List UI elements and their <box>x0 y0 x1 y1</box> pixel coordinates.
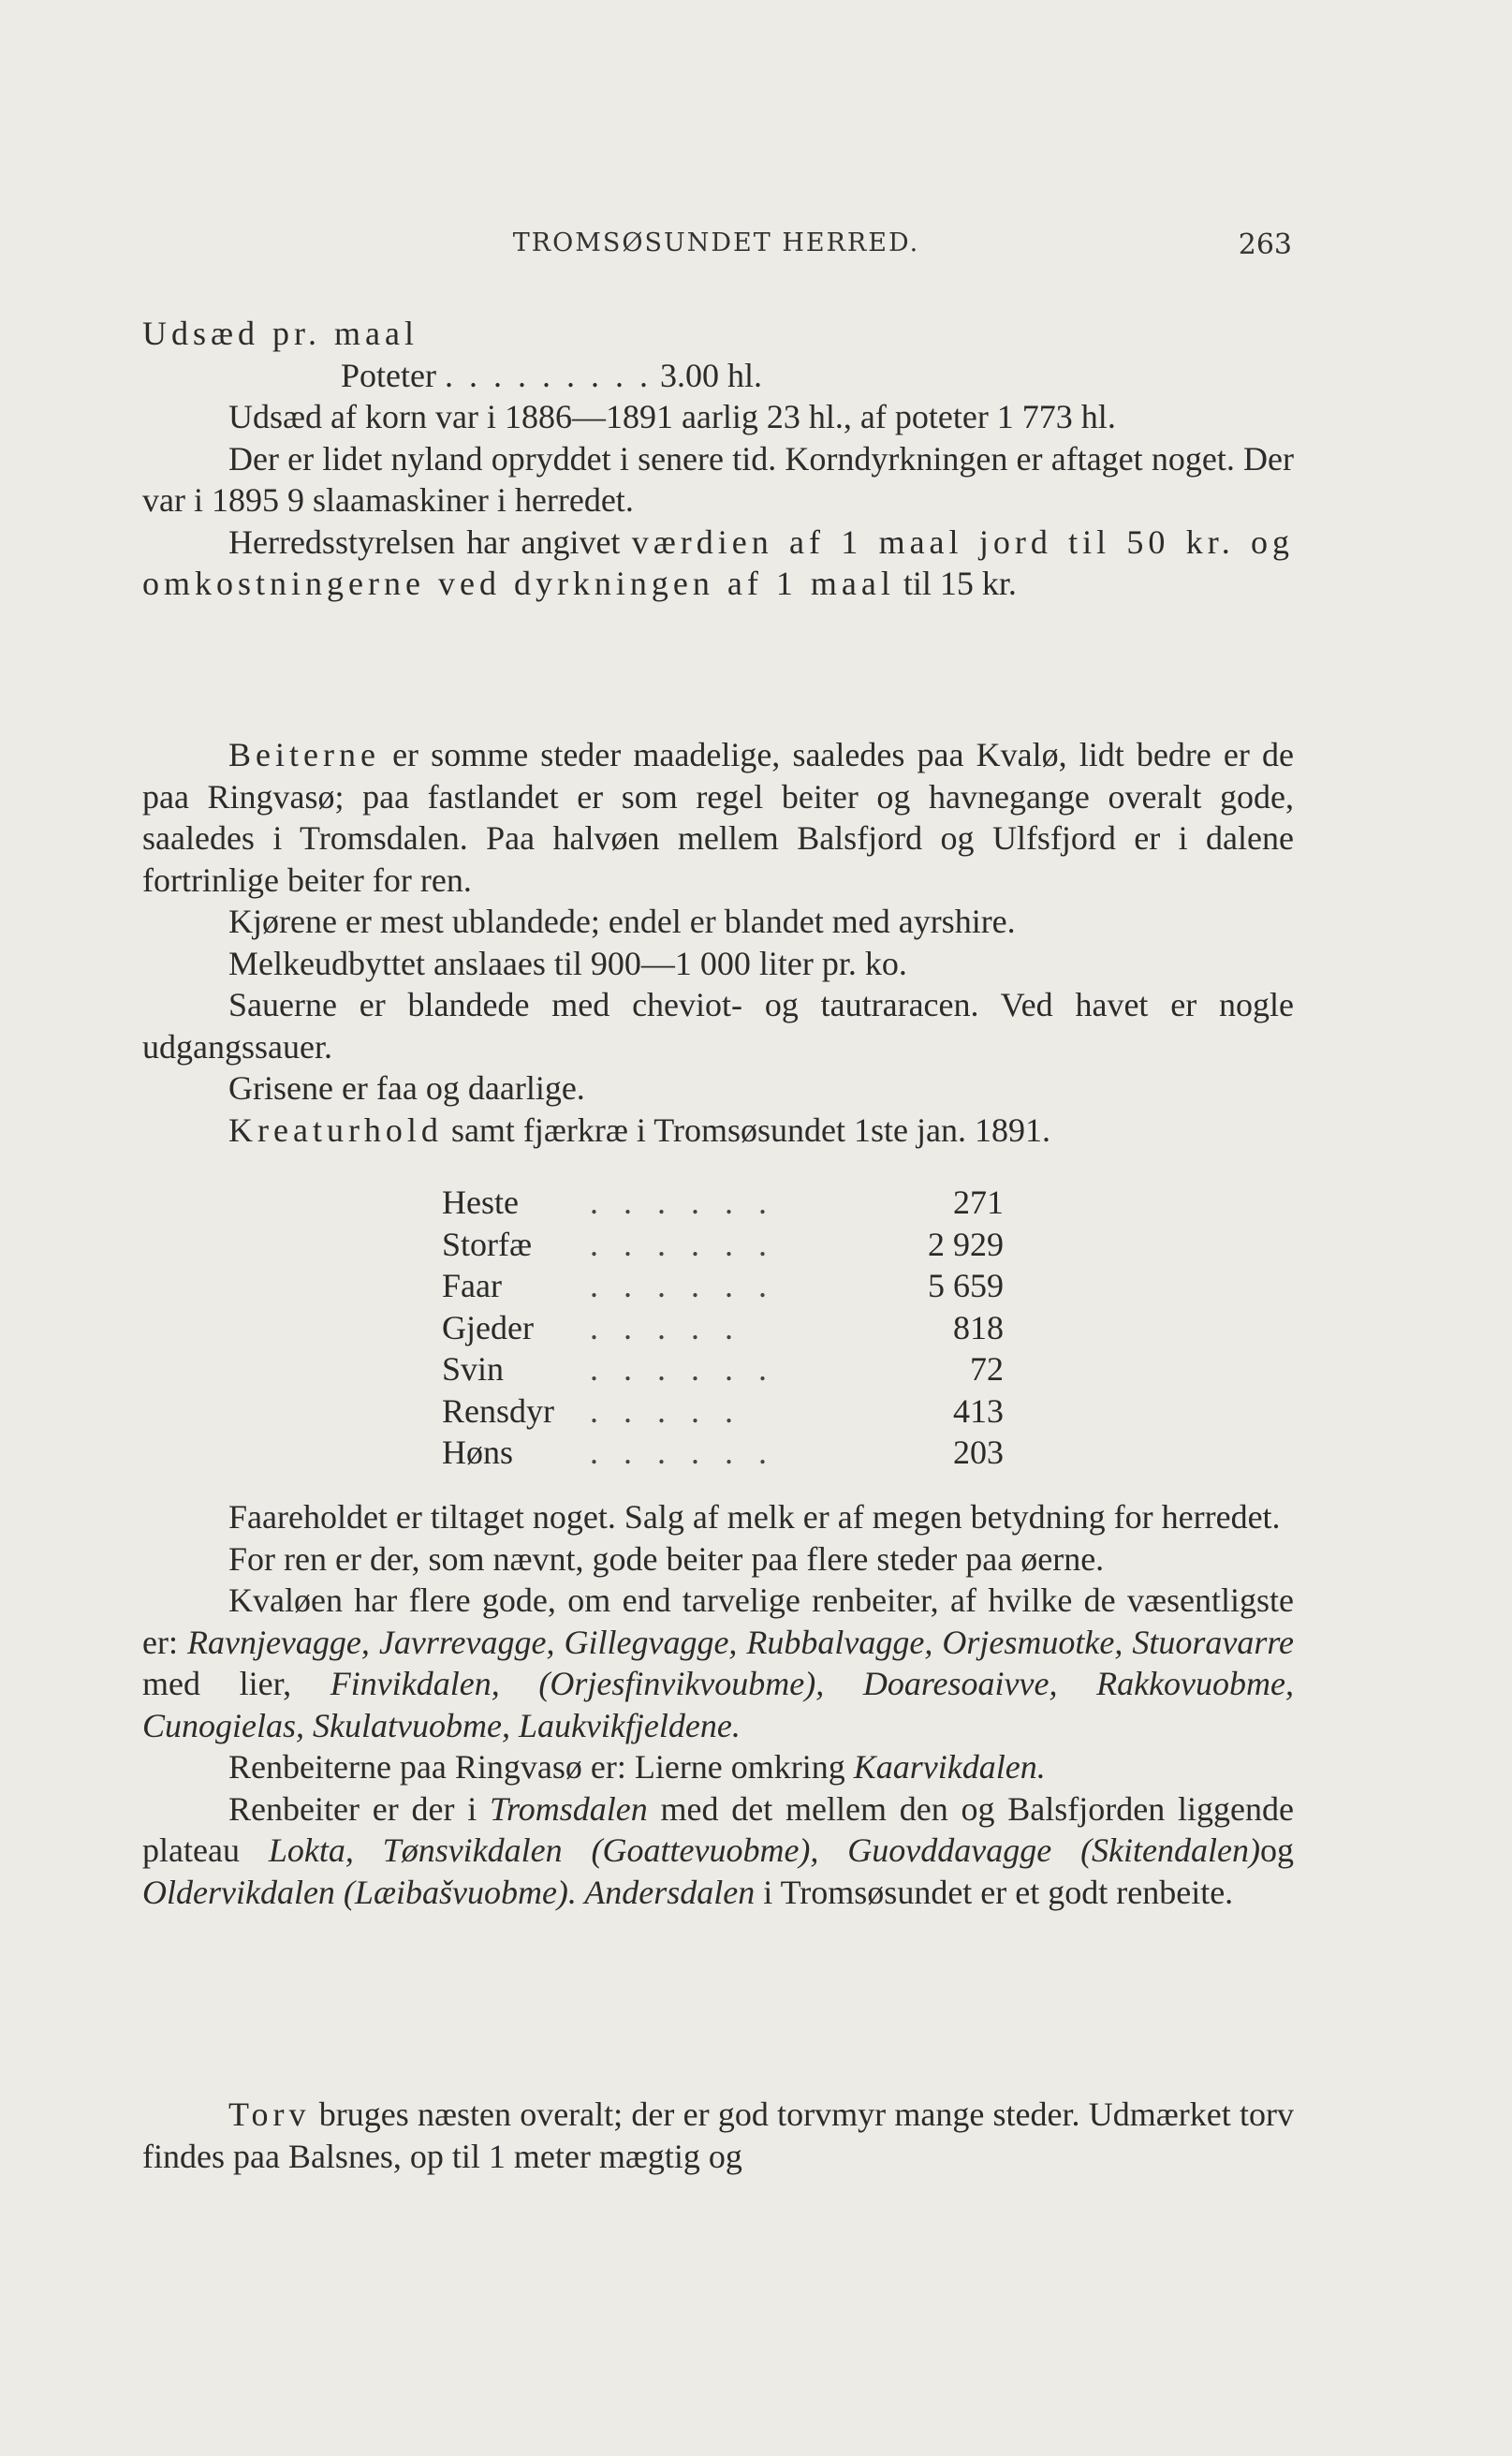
table-row <box>442 1182 1004 1224</box>
animal-name: Svin <box>442 1350 505 1388</box>
leader-dots: . . . . . . <box>590 1350 775 1388</box>
paragraph-kvaloen <box>142 1580 1294 1746</box>
animal-name: Rensdyr <box>442 1391 554 1430</box>
spaced-text: værdien af 1 maal jord til 50 kr. og omkostningerne ved dyrkningen af 1 maal <box>142 522 1295 602</box>
poteter-label: Poteter <box>341 356 436 394</box>
seed-section <box>142 313 1294 605</box>
reindeer-section <box>142 1496 1294 1913</box>
table-row <box>442 1307 1004 1349</box>
text-span: med lier, <box>142 1665 330 1702</box>
place-names: Oldervikdalen (Læibašvuobme). Andersdalen <box>142 1873 756 1911</box>
leader-dots: . . . . . . <box>590 1267 775 1304</box>
kreaturhold-lead: Kreaturhold <box>228 1110 443 1149</box>
paragraph-ringvaso <box>142 1746 1294 1788</box>
text-span: i Tromsøsundet er et godt renbeite. <box>755 1873 1234 1911</box>
animal-count: 5 659 <box>928 1267 1004 1304</box>
text-span: er somme steder maadelige, saaledes paa Kvalø, lidt bedre er de paa Ringvasø; paa fastlandet er som regel beiter og havnegange overalt gode, saaledes i Tromsdalen. Paa halvøen mellem Balsfjord og Ulfsfjord er i dalene fortrinlige beiter for ren. <box>142 736 1294 899</box>
leader-dots: . . . . . <box>590 1391 741 1430</box>
text-span: Herredsstyrelsen har angivet <box>228 522 632 561</box>
torv-lead: Torv <box>228 2096 311 2133</box>
table-row <box>442 1348 1004 1390</box>
animal-count: 271 <box>953 1184 1004 1221</box>
beiter-section <box>142 734 1294 1151</box>
text-span: til 15 kr. <box>894 565 1017 602</box>
table-row <box>442 1432 1004 1474</box>
paragraph-nyland: Der er lidet nyland opryddet i senere tid. Korndyrkningen er aftaget noget. Der var i 1895 9 slaamaskiner i herredet. <box>142 439 1294 519</box>
torv-section <box>142 2094 1294 2177</box>
animal-count: 72 <box>970 1350 1004 1388</box>
leader-dots: . . . . . . <box>590 1225 775 1263</box>
poteter-row <box>142 355 1294 397</box>
animal-count: 203 <box>953 1434 1004 1471</box>
beiterne-lead: Beiterne <box>228 736 380 773</box>
animal-name: Storfæ <box>442 1225 533 1263</box>
animal-name: Høns <box>442 1434 514 1471</box>
running-title: TROMSØSUNDET HERRED. <box>512 228 920 257</box>
paragraph-herredsstyrelsen <box>142 522 1294 605</box>
place-names: Finvikdalen, (Orjesfinvikvoubme), Doaresoaivve, Rakkovuobme, Cunogielas, Skulatvuobme, Laukvikfjeldene. <box>142 1665 1294 1744</box>
leader-dots: . . . . . . <box>590 1184 775 1221</box>
paragraph-seed: Udsæd af korn var i 1886—1891 aarlig 23 hl., af poteter 1 773 hl. <box>228 398 1116 435</box>
paragraph-faareholdet: Faareholdet er tiltaget noget. Salg af melk er af megen betydning for herredet. <box>228 1498 1281 1536</box>
table-row <box>442 1224 1004 1266</box>
paragraph-grisene: Grisene er faa og daarlige. <box>228 1069 585 1107</box>
paragraph-kjorene: Kjørene er mest ublandede; endel er blandet med ayrshire. <box>228 903 1016 940</box>
seed-heading: Udsæd pr. maal <box>142 315 418 352</box>
text-span: Kvaløen har flere gode, om end tarvelige renbeiter, af hvilke de væsentligste er: <box>142 1581 1294 1661</box>
place-names: Kaarvikdalen. <box>853 1748 1046 1786</box>
table-row <box>442 1390 1004 1433</box>
animal-count: 818 <box>953 1308 1004 1346</box>
place-names: Tromsdalen <box>490 1789 648 1828</box>
text-span: samt fjærkræ i Tromsøsundet 1ste jan. 1891. <box>442 1110 1050 1149</box>
table-row <box>442 1265 1004 1307</box>
paragraph-tromsdalen <box>142 1788 1294 1914</box>
animal-name: Gjeder <box>442 1308 534 1346</box>
paragraph-melk: Melkeudbyttet anslaaes til 900—1 000 liter pr. ko. <box>228 944 907 982</box>
poteter-dots: . . . . . . . . . <box>444 356 652 394</box>
running-head <box>140 228 1292 266</box>
paragraph-ren: For ren er der, som nævnt, gode beiter paa flere steder paa øerne. <box>228 1539 1105 1578</box>
paragraph-torv <box>142 2094 1294 2177</box>
text-span: bruges næsten overalt; der er god torvmyr mange steder. Udmærket torv findes paa Balsnes, op til 1 meter mægtig og <box>142 2096 1294 2175</box>
text-span: Renbeiterne paa Ringvasø er: Lierne omkring <box>228 1748 854 1786</box>
paragraph-sauerne: Sauerne er blandede med cheviot- og tautraracen. Ved havet er nogle udgangssauer. <box>142 986 1294 1066</box>
page-number: 263 <box>1238 228 1292 261</box>
animal-name: Faar <box>442 1267 502 1304</box>
poteter-value: 3.00 hl. <box>659 356 762 394</box>
leader-dots: . . . . . <box>590 1308 741 1346</box>
place-names: Ravnjevagge, Javrrevagge, Gillegvagge, Rubbalvagge, Orjesmuotke, Stuoravarre <box>186 1623 1295 1661</box>
text-span: og <box>1260 1831 1294 1869</box>
paragraph-kreaturhold <box>142 1110 1294 1152</box>
text-span: Renbeiter er der i <box>228 1789 490 1828</box>
animal-count: 2 929 <box>928 1225 1004 1263</box>
leader-dots: . . . . . . <box>590 1434 775 1471</box>
place-names: Lokta, Tønsvikdalen (Goattevuobme), Guovddavagge (Skitendalen) <box>268 1831 1260 1869</box>
animal-name: Heste <box>442 1184 519 1221</box>
livestock-table <box>442 1182 1004 1474</box>
animal-count: 413 <box>953 1391 1004 1430</box>
paragraph-beiterne <box>142 734 1294 901</box>
text-span: med det mellem den og Balsfjorden liggende plateau <box>142 1789 1294 1869</box>
